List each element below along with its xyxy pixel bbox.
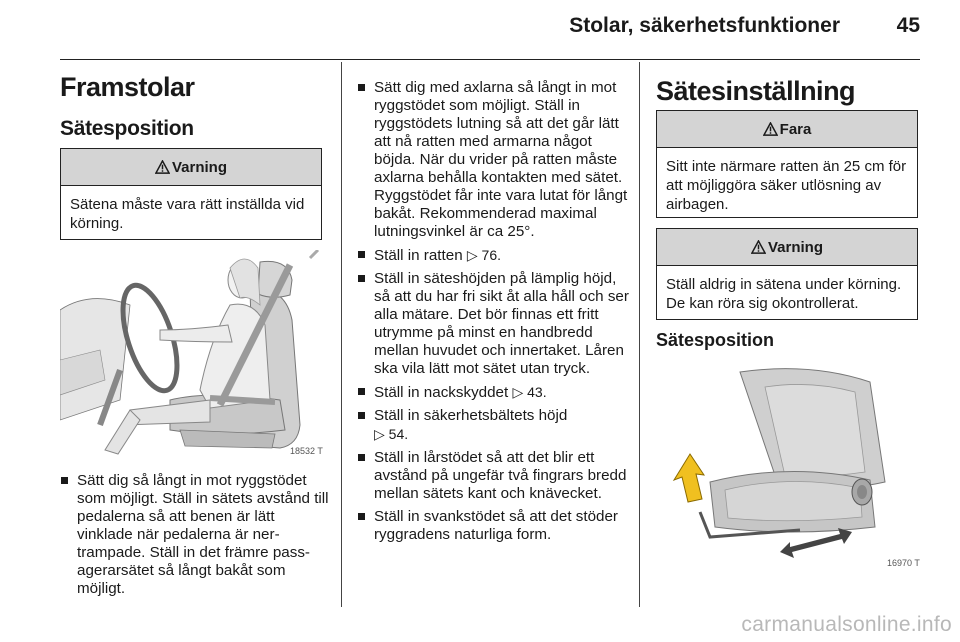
figure-label-1: 18532 T bbox=[290, 446, 323, 456]
running-header-title: Stolar, säkerhetsfunktioner bbox=[569, 14, 840, 37]
warning-box-text: Sätena måste vara rätt inställda vid körning. bbox=[70, 196, 305, 232]
warning-box-2 bbox=[656, 228, 918, 320]
list-item: Ställ in säkerhetsbältets höjd ▷ 54. bbox=[357, 407, 629, 444]
col1-bullet-list bbox=[60, 472, 330, 603]
warning-triangle-icon bbox=[763, 122, 778, 136]
page-reference[interactable]: ▷ 76. bbox=[466, 247, 502, 263]
column-divider-2 bbox=[639, 62, 640, 607]
danger-box-title: Fara bbox=[779, 120, 812, 138]
seat-adjustment-illustration bbox=[670, 362, 920, 572]
col2-bullet-list bbox=[357, 79, 629, 549]
page-reference[interactable]: ▷ 54. bbox=[374, 426, 409, 442]
list-item: Ställ in svankstödet så att det stöder ryggradens naturliga form. bbox=[357, 508, 629, 544]
section-heading-satesinstallning: Sätesinställning bbox=[656, 76, 856, 106]
warning-triangle-icon bbox=[751, 240, 766, 254]
list-item: Sätt dig med axlarna så långt in mot ryggstödet som möjligt. Ställ in ryggstödets lutning så att det går lätt att nå ratten med armarna något böjda. När du vrider på ratten måste axlarna behålla kontakten med sätet. Ryggstödet får inte vara lutat för långt bakåt. Rekommenderad maximal lutningsvinkel är ca 25°. bbox=[357, 79, 629, 241]
list-item: Ställ in nackskyddet ▷ 43. bbox=[357, 383, 629, 402]
subheading-satesposition: Sätesposition bbox=[60, 117, 194, 140]
warning-triangle-icon bbox=[155, 160, 170, 174]
warning-box-title: Varning bbox=[171, 158, 227, 176]
section-heading-framstolar: Framstolar bbox=[60, 72, 195, 102]
list-item: Ställ in ratten ▷ 76. bbox=[357, 246, 629, 265]
danger-box-text: Sitt inte närmare ratten än 25 cm för att möjliggöra säker utlösning av airbagen. bbox=[666, 158, 907, 213]
warning-box-header bbox=[61, 149, 321, 186]
warning-box-2-header bbox=[657, 229, 917, 266]
danger-box bbox=[656, 110, 918, 218]
page-number: 45 bbox=[896, 14, 920, 37]
warning-box bbox=[60, 148, 322, 240]
subheading-satesposition-2: Sätesposition bbox=[656, 330, 775, 350]
danger-box-header bbox=[657, 111, 917, 148]
list-item: Ställ in lårstödet så att det blir ett avstånd på ungefär två fingrars bredd mellan sätets kant och knävecket. bbox=[357, 449, 629, 503]
header-rule bbox=[60, 59, 920, 60]
column-divider-1 bbox=[341, 62, 342, 607]
driver-seating-illustration bbox=[60, 250, 322, 456]
page-reference[interactable]: ▷ 43. bbox=[512, 384, 547, 400]
watermark: carmanualsonline.info bbox=[741, 613, 952, 636]
warning-box-2-text: Ställ aldrig in sätena under körning. De kan röra sig okontrollerat. bbox=[666, 276, 902, 312]
figure-label-2: 16970 T bbox=[887, 558, 920, 568]
list-item: Ställ in säteshöjden på lämplig höjd, så att du har fri sikt åt alla håll och ser alla mätare. Det bör finnas ett fritt utrymme på minst en handbredd mellan huvudet och innertaket. Låren ska vila lätt mot sätet utan tryck. bbox=[357, 270, 629, 378]
list-item: Sätt dig så långt in mot ryggstödet som möjligt. Ställ in sätets avstånd till pedalerna så att benen är lätt vinklade när pedalerna är nertrampade. Ställ in det främre passagerarsätet så långt bakåt som möjligt. bbox=[60, 472, 330, 598]
warning-box-2-title: Varning bbox=[767, 238, 823, 256]
